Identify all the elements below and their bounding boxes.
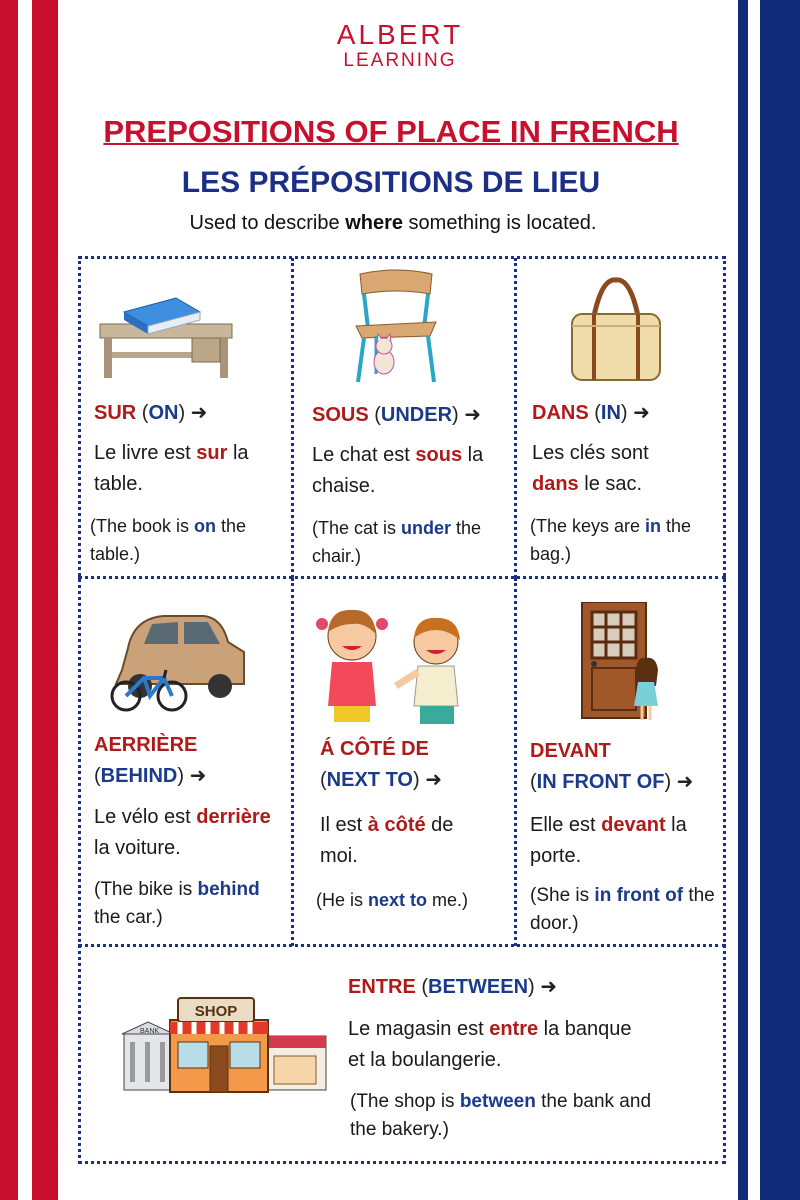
translation-part: the bank and the bakery.) (350, 1091, 652, 1140)
translation-preposition: under (401, 518, 452, 538)
french-word: DEVANT (530, 740, 611, 762)
cat-under-chair-icon (346, 266, 446, 386)
translation-part: the bag.) (530, 516, 692, 564)
english-word: IN FRONT OF (536, 771, 665, 793)
shop-sign-label: SHOP (194, 1003, 238, 1020)
french-sentence (348, 1014, 648, 1076)
brand-logo (0, 20, 800, 72)
sentence-part: Le livre est (94, 442, 197, 464)
translation-part: (The book is (90, 516, 195, 536)
english-translation (530, 512, 700, 568)
sentence-preposition: derrière (196, 806, 271, 828)
brand-line-1: ALBERT (336, 19, 464, 50)
french-sentence (94, 802, 284, 864)
english-translation (530, 882, 715, 938)
english-translation (350, 1088, 680, 1144)
sentence-part: le sac. (578, 473, 643, 495)
sentence-preposition: devant (601, 814, 666, 836)
shop-between-buildings-icon (118, 994, 330, 1096)
sentence-part: Le chat est (312, 444, 416, 466)
english-translation (316, 886, 506, 914)
girl-in-front-of-door-icon (580, 602, 668, 722)
sentence-part: Elle est (530, 814, 602, 836)
english-translation (312, 514, 482, 570)
grid-divider (514, 258, 517, 578)
sentence-preposition: à côté (367, 814, 426, 836)
sentence-preposition: sur (196, 442, 228, 464)
french-word: SUR (94, 402, 137, 424)
card-heading: DANS (IN) ➜ (532, 402, 650, 424)
french-sentence (320, 810, 480, 872)
card-heading: Á CÔTÉ DE (NEXT TO) ➜ (320, 738, 442, 791)
english-word: BEHIND (100, 765, 178, 787)
card-heading: SOUS (UNDER) ➜ (312, 404, 482, 426)
arrow-icon: ➜ (425, 769, 442, 791)
grid-divider (78, 576, 726, 579)
arrow-icon: ➜ (676, 771, 694, 793)
bike-behind-car-icon (104, 608, 250, 714)
french-sentence (94, 438, 274, 500)
card-heading: ENTRE (BETWEEN) ➜ (348, 976, 557, 998)
translation-preposition: between (459, 1091, 536, 1112)
page-title: PREPOSITIONS OF PLACE IN FRENCH (103, 114, 679, 149)
sentence-preposition: sous (415, 444, 463, 466)
translation-part: (She is (530, 885, 595, 906)
french-word: Á CÔTÉ DE (320, 738, 429, 760)
arrow-icon: ➜ (464, 404, 482, 426)
translation-preposition: behind (197, 879, 260, 900)
translation-part: me.) (427, 890, 469, 910)
french-word: SOUS (312, 404, 369, 426)
english-translation (90, 512, 260, 568)
english-translation (94, 876, 284, 932)
grid-divider (291, 258, 294, 578)
book-on-table-icon (96, 290, 236, 382)
translation-part: the door.) (530, 885, 715, 934)
arrow-icon: ➜ (190, 402, 208, 424)
grid-divider (78, 944, 726, 947)
grid-divider (514, 578, 517, 946)
translation-preposition: in front of (594, 885, 684, 906)
translation-part: the car.) (94, 907, 163, 928)
description (0, 212, 786, 235)
arrow-icon: ➜ (189, 765, 207, 787)
page-subtitle: LES PRÉPOSITIONS DE LIEU (181, 166, 601, 199)
english-word: IN (600, 402, 621, 424)
translation-preposition: next to (368, 890, 428, 910)
brand-line-2: LEARNING (343, 50, 457, 71)
sentence-part: Le vélo est (94, 806, 197, 828)
english-word: BETWEEN (428, 976, 529, 998)
translation-part: (The keys are (530, 516, 646, 536)
french-word: DANS (532, 402, 589, 424)
sentence-part: la table. (94, 442, 249, 495)
sentence-part: la chaise. (312, 444, 484, 497)
description-after: something is located. (403, 212, 597, 234)
description-before: Used to describe (189, 212, 346, 234)
french-word: ENTRE (348, 976, 416, 998)
translation-preposition: in (645, 516, 662, 536)
card-heading: DEVANT (IN FRONT OF) ➜ (530, 740, 694, 793)
sentence-part: Il est (320, 814, 368, 836)
sentence-part: la voiture. (94, 837, 181, 859)
sentence-part: Les clés sont (532, 442, 649, 464)
translation-part: (The cat is (312, 518, 402, 538)
description-bold: where (345, 212, 403, 234)
translation-part: (The bike is (94, 879, 198, 900)
arrow-icon: ➜ (633, 402, 650, 424)
french-word: AERRIÈRE (94, 734, 198, 756)
bank-label: BANK (140, 1028, 160, 1035)
arrow-icon: ➜ (540, 976, 557, 998)
translation-preposition: on (194, 516, 217, 536)
french-sentence (532, 438, 692, 500)
card-heading: AERRIÈRE (BEHIND) ➜ (94, 734, 207, 787)
translation-part: the table.) (90, 516, 247, 564)
grid-divider (291, 578, 294, 946)
bag-icon (566, 276, 666, 384)
french-sentence (312, 440, 492, 502)
sentence-part: de moi. (320, 814, 454, 867)
translation-part: (He is (316, 890, 369, 910)
english-word: UNDER (380, 404, 453, 426)
two-kids-icon (312, 602, 480, 726)
sentence-preposition: dans (532, 473, 579, 495)
translation-part: (The shop is (350, 1091, 460, 1112)
card-heading: SUR (ON) ➜ (94, 402, 208, 424)
sentence-part: Le magasin est (348, 1018, 490, 1040)
sentence-part: la porte. (530, 814, 687, 867)
sentence-preposition: entre (489, 1018, 539, 1040)
sentence-part: la banque et la boulangerie. (348, 1018, 632, 1071)
english-word: ON (148, 402, 179, 424)
english-word: NEXT TO (326, 769, 413, 791)
translation-part: the chair.) (312, 518, 482, 566)
french-sentence (530, 810, 710, 872)
